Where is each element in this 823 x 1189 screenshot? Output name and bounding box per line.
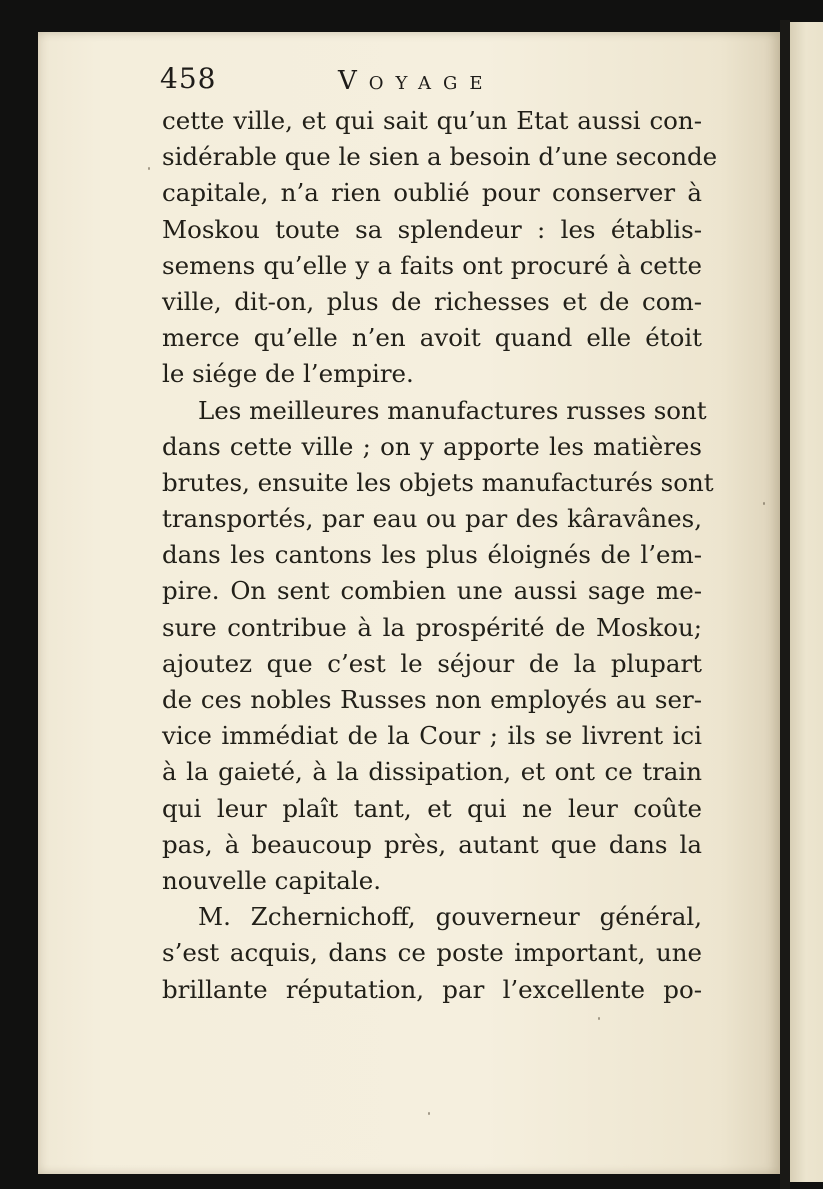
text-line: sure contribue à la prospérité de Moskou; bbox=[162, 612, 702, 642]
text-line: sidérable que le sien a besoin d’une seconde bbox=[162, 142, 718, 172]
text-line: transportés, par eau ou par des kâravânes, bbox=[162, 504, 702, 534]
facing-page-edge bbox=[790, 22, 823, 1182]
text-line: pire. On sent combien une aussi sage me- bbox=[162, 576, 702, 606]
text-line: cette ville, et qui sait qu’un Etat aussi con- bbox=[162, 106, 702, 135]
page-header bbox=[160, 62, 720, 102]
page-number: 458 bbox=[160, 62, 217, 95]
paragraph-start-line: Les meilleures manufactures russes sont bbox=[198, 395, 707, 425]
text-line: capitale, n’a rien oublié pour conserver à bbox=[162, 178, 702, 208]
book-gutter bbox=[780, 20, 790, 1189]
text-line: le siége de l’empire. bbox=[162, 359, 414, 389]
text-line: ajoutez que c’est le séjour de la plupart bbox=[162, 648, 702, 678]
text-line: brillante réputation, par l’excellente po- bbox=[162, 974, 702, 1004]
text-line: dans les cantons les plus éloignés de l’em- bbox=[162, 540, 702, 570]
text-line: ville, dit-on, plus de richesses et de com- bbox=[162, 286, 702, 316]
running-head: Voyage bbox=[338, 66, 495, 96]
text-line: brutes, ensuite les objets manufacturés sont bbox=[162, 467, 714, 497]
text-line: dans cette ville ; on y apporte les matières bbox=[162, 431, 702, 461]
text-line: semens qu’elle y a faits ont procuré à cette bbox=[162, 250, 702, 280]
text-line: s’est acquis, dans ce poste important, une bbox=[162, 938, 702, 968]
text-line: pas, à beaucoup près, autant que dans la bbox=[162, 829, 702, 859]
paragraph-start-line: M. Zchernichoff, gouverneur général, bbox=[198, 902, 702, 932]
body-text bbox=[162, 103, 718, 1008]
text-line: merce qu’elle n’en avoit quand elle étoit bbox=[162, 323, 702, 353]
text-line: vice immédiat de la Cour ; ils se livrent ici bbox=[162, 721, 702, 751]
text-line: nouvelle capitale. bbox=[162, 865, 382, 895]
text-line: de ces nobles Russes non employés au ser- bbox=[162, 685, 702, 714]
text-line: à la gaieté, à la dissipation, et ont ce train bbox=[162, 757, 702, 787]
text-line: Moskou toute sa splendeur : les établis- bbox=[162, 214, 702, 244]
text-line: qui leur plaît tant, et qui ne leur coûte bbox=[162, 793, 702, 823]
